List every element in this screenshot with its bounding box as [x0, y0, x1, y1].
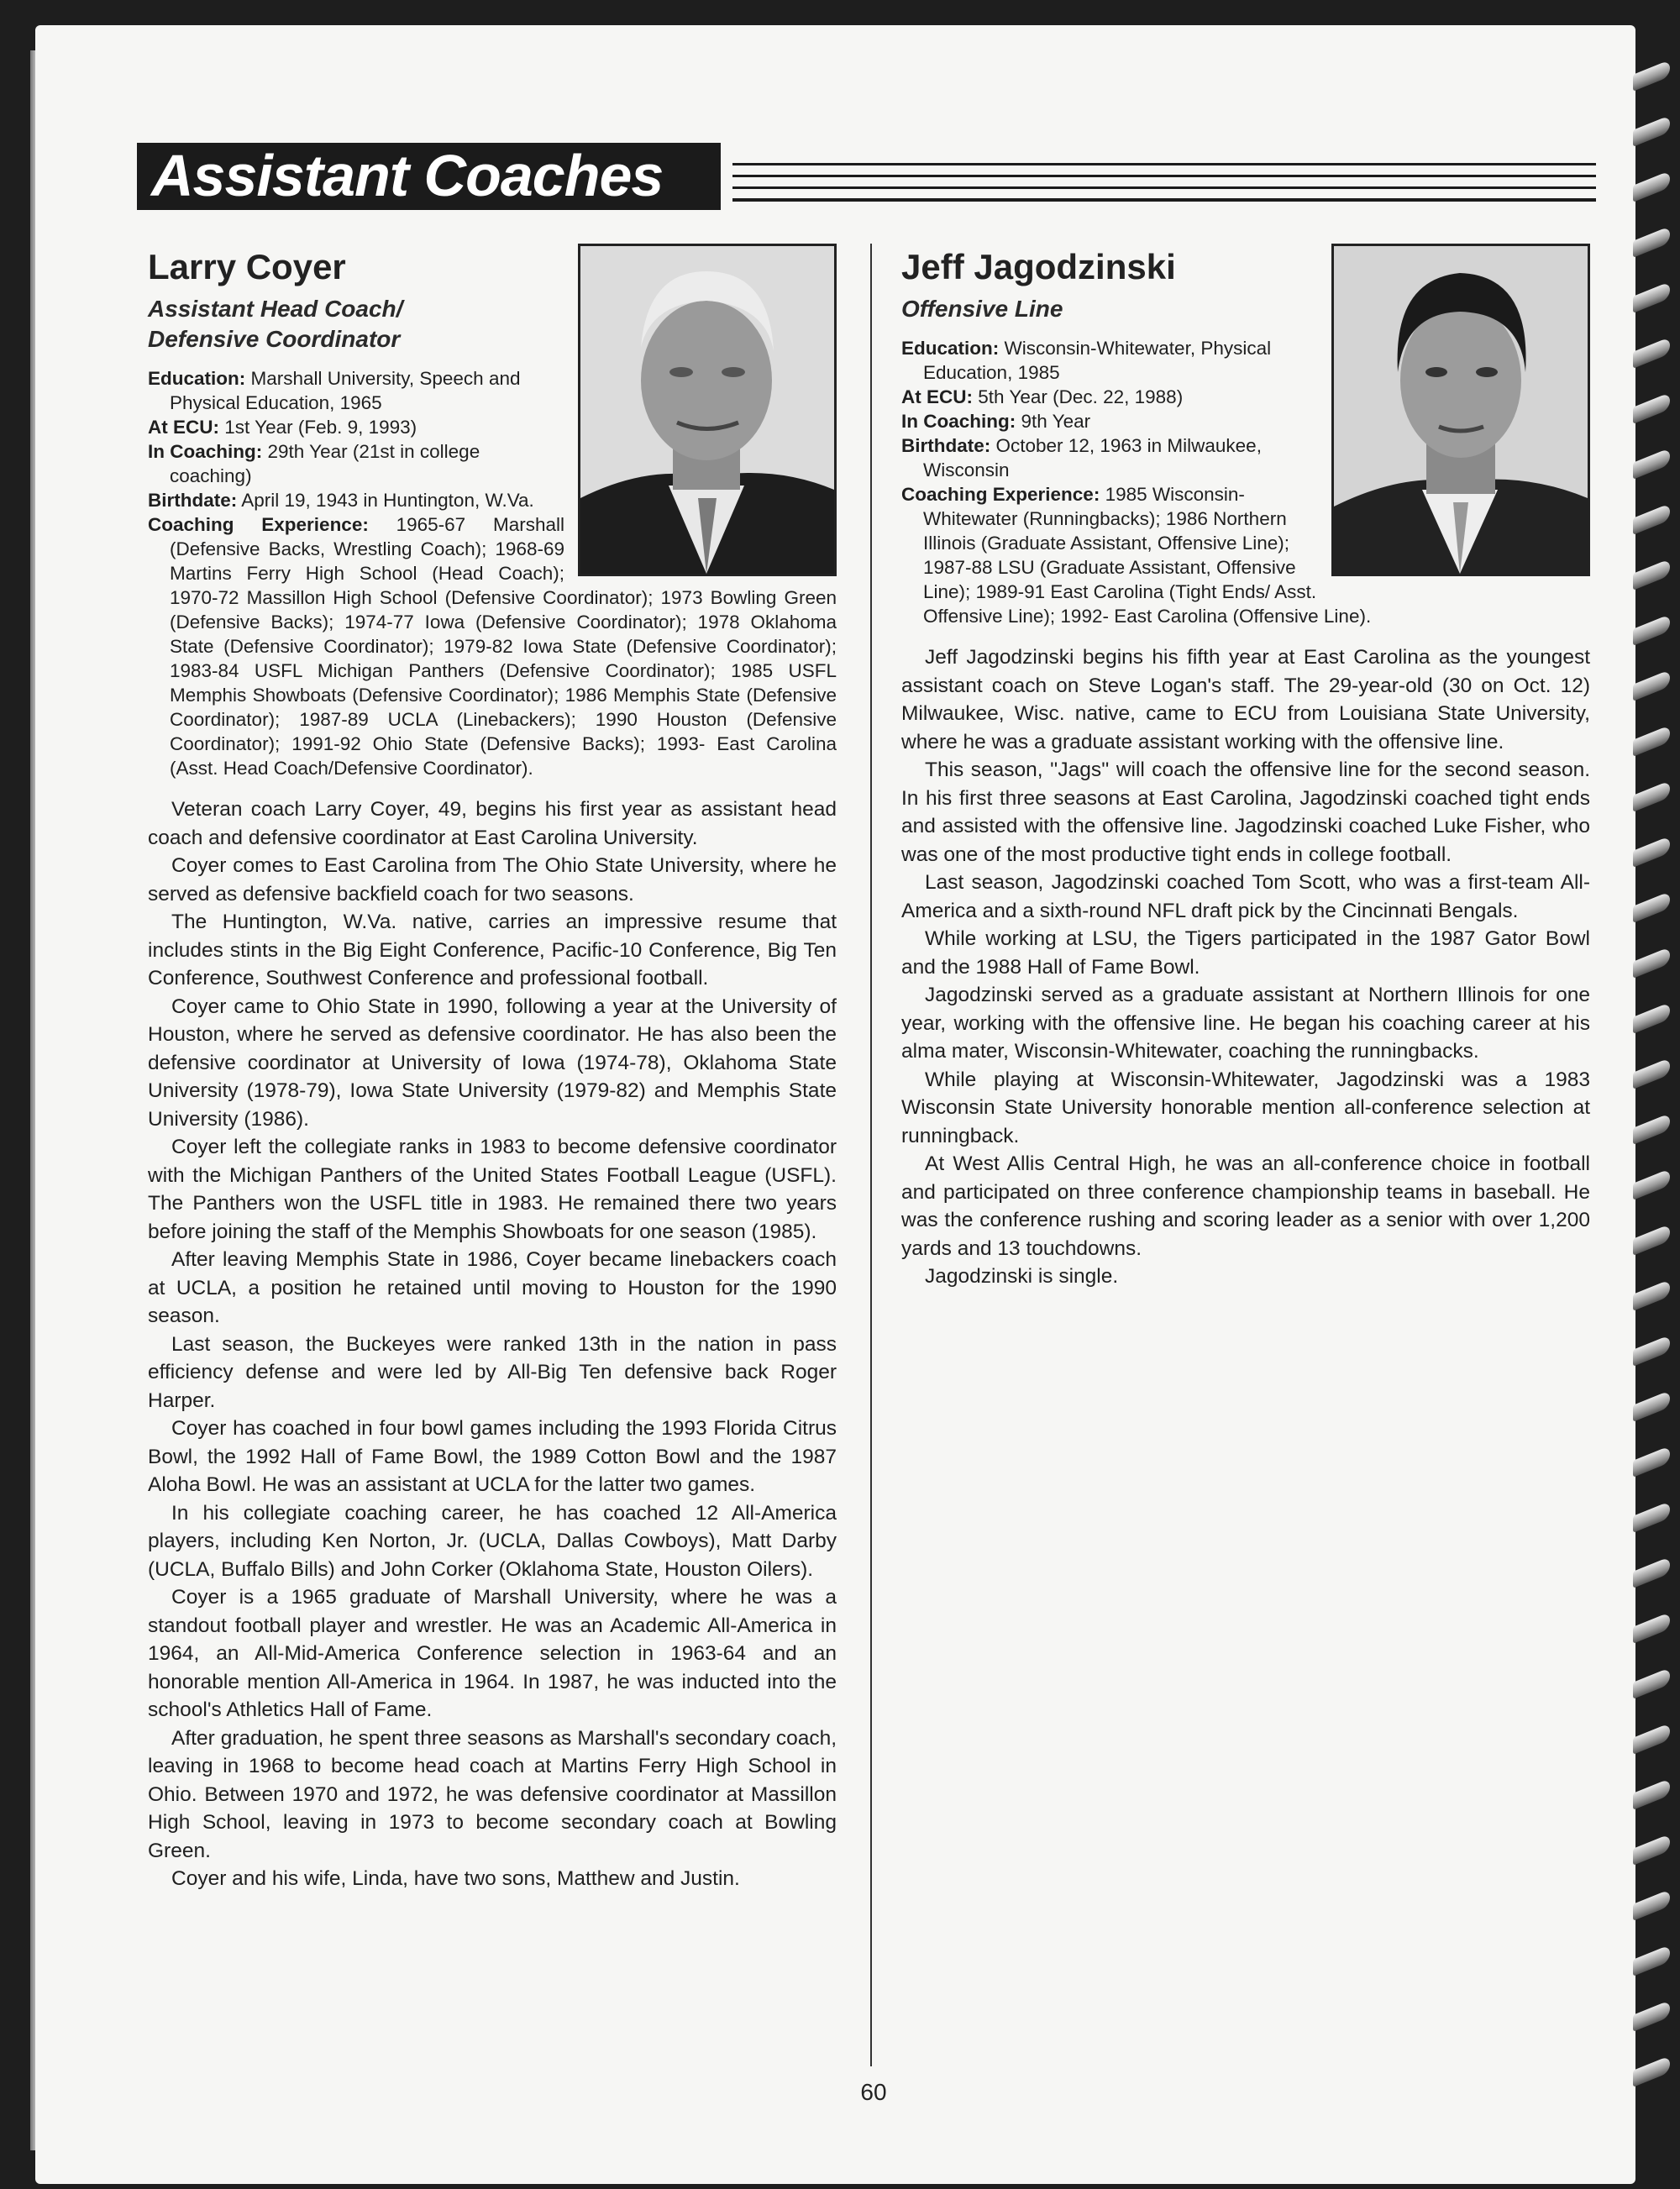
- column-divider: [870, 244, 872, 2066]
- fact-label: Birthdate:: [901, 435, 991, 456]
- binding-coil: [1633, 1335, 1670, 1367]
- binding-coil: [1633, 669, 1670, 701]
- bio-paragraph: Jagodzinski served as a graduate assistant at Northern Illinois for one year, working with the offensive line. He began his coaching career at his alma mater, Wisconsin-Whitewater, coaching the runningbacks.: [901, 984, 1590, 1063]
- bio-paragraph: Last season, Jagodzinski coached Tom Scott, who was a first-team All-America and a sixth-round NFL draft pick by the Cincinnati Bengals.: [901, 871, 1590, 922]
- binding-coil: [1633, 1612, 1670, 1644]
- binding-coil: [1633, 1723, 1670, 1755]
- fact-value: 5th Year (Dec. 22, 1988): [978, 386, 1184, 407]
- binding-coil: [1633, 891, 1670, 923]
- bio-paragraph: Coyer came to Ohio State in 1990, following a year at the University of Houston, where he served as defensive coordinator. He has also been the defensive coordinator at University of Iowa (1974-78), Oklahoma State University (1978-79), Iowa State University (1979-82) and Memphis State University (1986).: [148, 995, 837, 1131]
- binding-coil: [1633, 780, 1670, 812]
- fact-value: 9th Year: [1021, 411, 1091, 432]
- coach-bio: [901, 643, 1590, 1291]
- binding-coil: [1633, 614, 1670, 646]
- binding-coil: [1633, 1834, 1670, 1866]
- bio-paragraph: At West Allis Central High, he was an all-conference choice in football and participated on three conference championship teams in baseball. He was the conference rushing and scoring leader as a senior with over 1,200 yards and 13 touchdowns.: [901, 1152, 1590, 1260]
- binding-coil: [1633, 836, 1670, 868]
- binding-coil: [1633, 559, 1670, 591]
- binding-coil: [1633, 1667, 1670, 1699]
- fact-value: 1985 Wisconsin-Whitewater (Runningbacks); 1986 Northern Illinois (Graduate Assistant, Offensive Line); 1987-88 LSU (Graduate Assistant, Offensive Line); 1989-91 East Carolina (Tight Ends/ Asst. Offensive Line); 1992- East Carolina (Offensive Line).: [923, 484, 1372, 627]
- binding-coil: [1633, 1446, 1670, 1478]
- binding-coil: [1633, 1279, 1670, 1311]
- fact-label: In Coaching:: [901, 411, 1016, 432]
- binding-coil: [1633, 503, 1670, 535]
- coach-profile-coyer: [148, 244, 837, 1893]
- coach-name: Jeff Jagodzinski: [901, 247, 1176, 286]
- binding-coil: [1633, 115, 1670, 147]
- binding-coil: [1633, 1889, 1670, 1921]
- binding-coil: [1633, 60, 1670, 92]
- coach-photo: [578, 244, 837, 576]
- fact-value: April 19, 1943 in Huntington, W.Va.: [241, 490, 534, 511]
- bio-paragraph: Coyer is a 1965 graduate of Marshall University, where he was a standout football player and wrestler. He was an Academic All-America in 1964, an All-Mid-America Conference selection in 1963-64 and an honorable mention All-America in 1964. In 1987, he was inducted into the school's Athletics Hall of Fame.: [148, 1586, 837, 1721]
- binding-coil: [1633, 1113, 1670, 1145]
- binding-coil: [1633, 2000, 1670, 2032]
- binding-coil: [1633, 1556, 1670, 1588]
- bio-paragraph: Coyer comes to East Carolina from The Ohio State University, where he served as defensive backfield coach for two seasons.: [148, 854, 837, 906]
- fact-label: Coaching Experience:: [148, 514, 369, 535]
- fact-value: Wisconsin-Whitewater, Physical Education, 1985: [923, 338, 1272, 383]
- coach-bio: [148, 795, 837, 1893]
- bio-paragraph: Veteran coach Larry Coyer, 49, begins his first year as assistant head coach and defensive coordinator at East Carolina University.: [148, 798, 837, 849]
- header-rules: [732, 163, 1596, 210]
- binding-coil: [1633, 448, 1670, 480]
- bio-paragraph: Coyer and his wife, Linda, have two sons, Matthew and Justin.: [171, 1867, 740, 1890]
- page-title: Assistant Coaches: [151, 143, 664, 208]
- binding-coil: [1633, 1501, 1670, 1533]
- binding-coil: [1633, 1058, 1670, 1089]
- bio-paragraph: Jagodzinski is single.: [925, 1265, 1119, 1288]
- binding-coil: [1633, 226, 1670, 258]
- fact-value: 1st Year (Feb. 9, 1993): [224, 417, 417, 438]
- bio-paragraph: While working at LSU, the Tigers participated in the 1987 Gator Bowl and the 1988 Hall of Fame Bowl.: [901, 927, 1590, 979]
- bio-paragraph: Last season, the Buckeyes were ranked 13th in the nation in pass efficiency defense and were led by All-Big Ten defensive back Roger Harper.: [148, 1332, 837, 1412]
- coach-profile-jagodzinski: [901, 244, 1590, 1291]
- bio-paragraph: This season, ''Jags'' will coach the offensive line for the second season. In his first three seasons at East Carolina, Jagodzinski coached tight ends and assisted with the offensive line. Jagodzinski coached Luke Fisher, who was one of the most productive tight ends in college football.: [901, 759, 1590, 866]
- binding-coil: [1633, 1945, 1670, 1976]
- fact-label: At ECU:: [901, 386, 973, 407]
- binding-coil: [1633, 337, 1670, 369]
- fact-value: Marshall University, Speech and Physical Education, 1965: [170, 368, 521, 413]
- coach-name: Larry Coyer: [148, 247, 346, 286]
- coach-photo: [1331, 244, 1590, 576]
- binding-coil: [1633, 947, 1670, 979]
- coach-title-line: Defensive Coordinator: [148, 326, 401, 352]
- fact-value: October 12, 1963 in Milwaukee, Wisconsin: [923, 435, 1262, 480]
- bio-paragraph: Coyer has coached in four bowl games including the 1993 Florida Citrus Bowl, the 1992 Hall of Fame Bowl, the 1989 Cotton Bowl and the 1987 Aloha Bowl. He was an assistant at UCLA for the latter two games.: [148, 1417, 837, 1496]
- coach-title-line: Offensive Line: [901, 296, 1063, 322]
- binding-coil: [1633, 1224, 1670, 1256]
- bio-paragraph: While playing at Wisconsin-Whitewater, Jagodzinski was a 1983 Wisconsin State University honorable mention all-conference selection at runningback.: [901, 1068, 1590, 1147]
- fact-label: Birthdate:: [148, 490, 238, 511]
- bio-paragraph: Coyer left the collegiate ranks in 1983 to become defensive coordinator with the Michigan Panthers of the United States Football League (USFL). The Panthers won the USFL title in 1983. He remained there two years before joining the staff of the Memphis Showboats for one season (1985).: [148, 1136, 837, 1243]
- bio-paragraph: After leaving Memphis State in 1986, Coyer became linebackers coach at UCLA, a position he retained until moving to Houston for the 1990 season.: [148, 1248, 837, 1327]
- coach-title-line: Assistant Head Coach/: [148, 296, 403, 322]
- fact-label: Coaching Experience:: [901, 484, 1100, 505]
- binding-coil: [1633, 1002, 1670, 1034]
- bio-paragraph: Jeff Jagodzinski begins his fifth year at East Carolina as the youngest assistant coach on Steve Logan's staff. The 29-year-old (30 on Oct. 12) Milwaukee, Wisc. native, came to ECU from Louisiana State University, where he was a graduate assistant working with the offensive line.: [901, 646, 1590, 753]
- spiral-binding: [1633, 67, 1680, 2167]
- fact-label: In Coaching:: [148, 441, 263, 462]
- binding-coil: [1633, 1390, 1670, 1422]
- binding-coil: [1633, 725, 1670, 757]
- fact-label: Education:: [901, 338, 1000, 359]
- fact-label: Education:: [148, 368, 246, 389]
- binding-coil: [1633, 2055, 1670, 2087]
- fact-value: 29th Year (21st in college coaching): [170, 441, 480, 486]
- binding-coil: [1633, 171, 1670, 202]
- bio-paragraph: After graduation, he spent three seasons as Marshall's secondary coach, leaving in 1968 to become head coach at Martins Ferry High School in Ohio. Between 1970 and 1972, he was defensive coordinator at Massillon High School, leaving in 1973 to become secondary coach at Bowling Green.: [148, 1726, 837, 1862]
- page-number: 60: [860, 2079, 887, 2105]
- binding-coil: [1633, 281, 1670, 313]
- binding-coil: [1633, 392, 1670, 424]
- binding-coil: [1633, 1778, 1670, 1810]
- bio-paragraph: In his collegiate coaching career, he has coached 12 All-America players, including Ken Norton, Jr. (UCLA, Dallas Cowboys), Matt Darby (UCLA, Buffalo Bills) and John Corker (Oklahoma State, Houston Oilers).: [148, 1501, 837, 1581]
- binding-coil: [1633, 1168, 1670, 1200]
- bio-paragraph: The Huntington, W.Va. native, carries an impressive resume that includes stints in the Big Eight Conference, Pacific-10 Conference, Big Ten Conference, Southwest Conference and professional football.: [148, 911, 837, 990]
- fact-value: 1965-67 Marshall (Defensive Backs, Wrestling Coach); 1968-69 Martins Ferry High School (Head Coach); 1970-72 Massillon High School (Defensive Coordinator); 1973 Bowling Green (Defensive Backs); 1974-77 Iowa (Defensive Coordinator); 1978 Oklahoma State (Defensive Coordinator); 1979-82 Iowa State (Defensive Coordinator); 1983-84 USFL Michigan Panthers (Defensive Coordinator); 1985 USFL Memphis Showboats (Defensive Coordinator); 1986 Memphis State (Defensive Coordinator); 1987-89 UCLA (Linebackers); 1990 Houston (Defensive Coordinator); 1991-92 Ohio State (Defensive Backs); 1993- East Carolina (Asst. Head Coach/Defensive Coordinator).: [170, 514, 837, 779]
- fact-label: At ECU:: [148, 417, 219, 438]
